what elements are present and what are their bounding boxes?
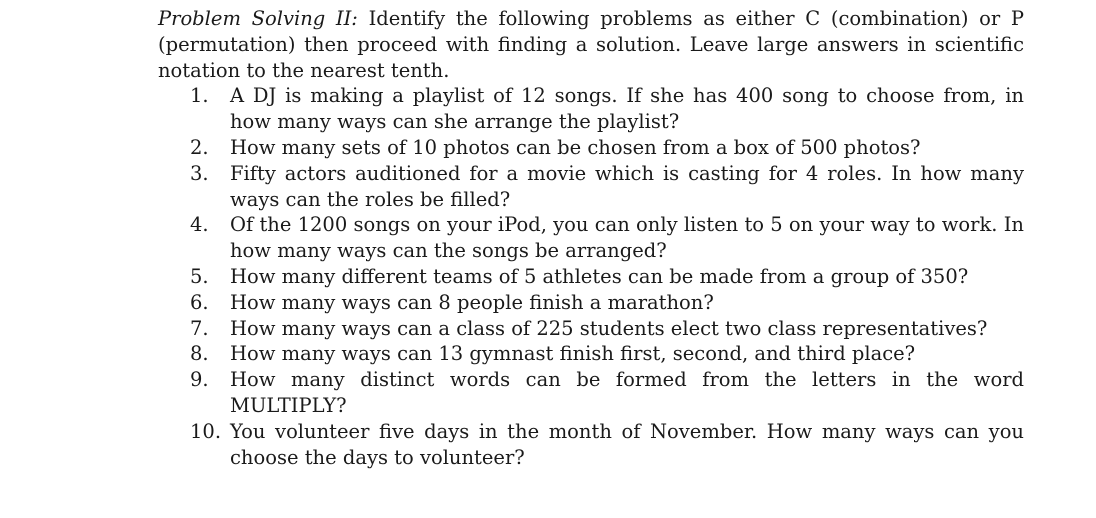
problem-item <box>158 212 1024 264</box>
problem-item <box>158 135 1024 161</box>
instructions-text: Identify the following problems as either C (combination) or P (permutation) then proceed with finding a solution. Leave large answers in scientific notation to the nearest tenth. <box>158 7 1025 82</box>
problem-item <box>158 161 1024 213</box>
problem-item <box>158 290 1024 316</box>
problem-number: 2. <box>190 135 209 159</box>
section-heading: Problem Solving II: <box>158 7 358 30</box>
problem-text: Fifty actors auditioned for a movie which is casting for 4 roles. In how many ways can the roles be filled? <box>230 161 1024 211</box>
problem-text: How many ways can a class of 225 students elect two class representatives? <box>230 316 988 340</box>
instructions <box>158 6 1024 83</box>
problem-text: A DJ is making a playlist of 12 songs. If she has 400 song to choose from, in how many ways can she arrange the playlist? <box>230 84 1024 134</box>
problem-text: You volunteer five days in the month of November. How many ways can you choose the days to volunteer? <box>230 419 1024 469</box>
problem-list <box>158 83 1024 470</box>
problem-item <box>158 83 1024 135</box>
worksheet <box>158 6 1024 470</box>
problem-number: 3. <box>190 161 209 185</box>
problem-item <box>158 341 1024 367</box>
problem-item <box>158 367 1024 419</box>
problem-number: 10. <box>190 419 222 443</box>
problem-number: 4. <box>190 213 209 237</box>
problem-number: 5. <box>190 264 209 288</box>
problem-text: How many sets of 10 photos can be chosen from a box of 500 photos? <box>230 135 921 159</box>
problem-number: 1. <box>190 84 209 108</box>
problem-number: 7. <box>190 316 209 340</box>
problem-item <box>158 264 1024 290</box>
problem-item <box>158 419 1024 471</box>
problem-number: 8. <box>190 342 209 366</box>
problem-text: How many different teams of 5 athletes can be made from a group of 350? <box>230 264 969 288</box>
problem-number: 6. <box>190 290 209 314</box>
problem-text: How many ways can 13 gymnast finish first, second, and third place? <box>230 342 916 366</box>
problem-item <box>158 316 1024 342</box>
problem-text: How many ways can 8 people finish a marathon? <box>230 290 714 314</box>
problem-text: How many distinct words can be formed from the letters in the word MULTIPLY? <box>230 368 1024 417</box>
problem-number: 9. <box>190 368 209 392</box>
problem-text: Of the 1200 songs on your iPod, you can only listen to 5 on your way to work. In how many ways can the songs be arranged? <box>230 213 1024 263</box>
